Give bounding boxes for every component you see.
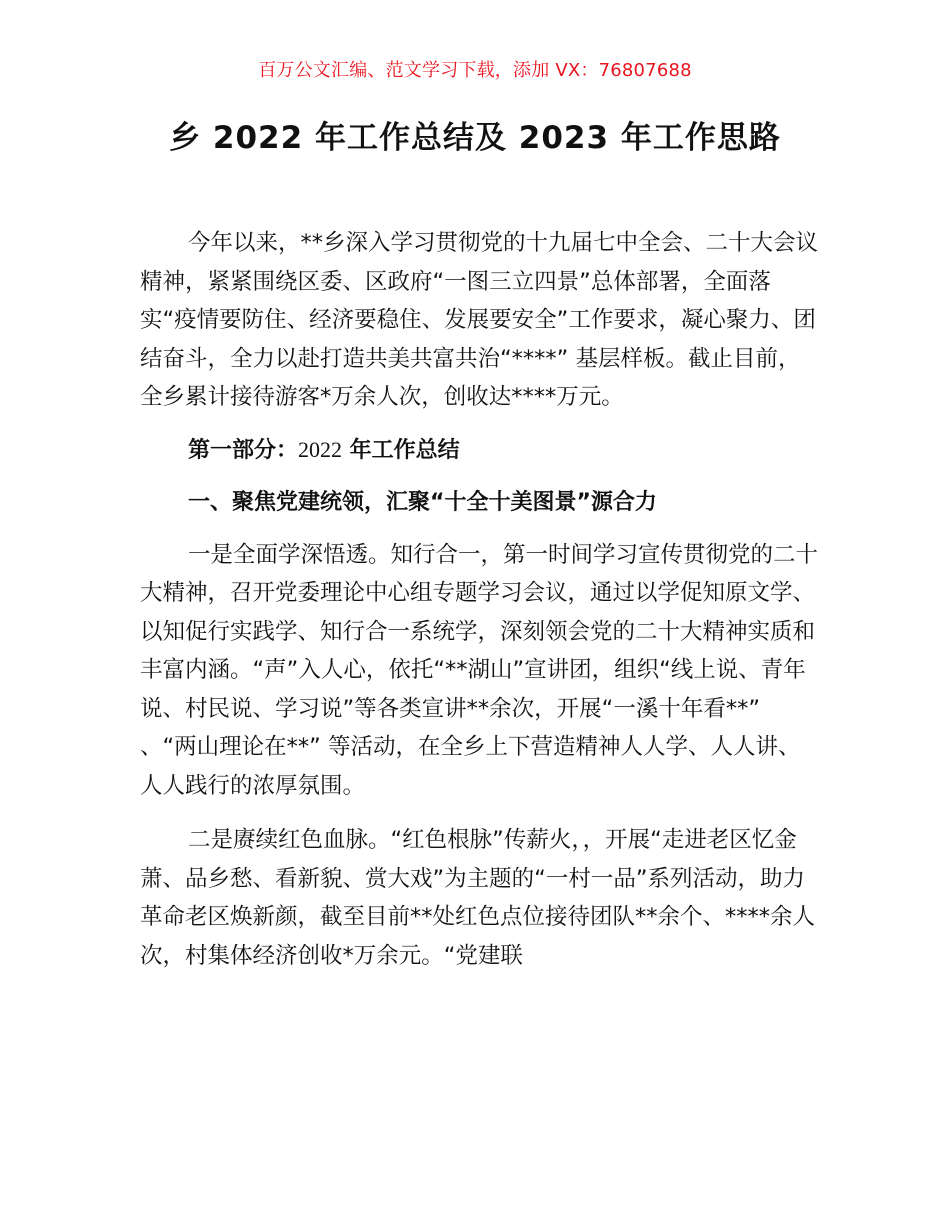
part-suffix: 年工作总结 <box>342 437 460 463</box>
document-title: 乡 2022 年工作总结及 2023 年工作思路 <box>169 120 781 156</box>
spacer <box>140 417 820 431</box>
promo-banner: 百万公文汇编、范文学习下载，添加 VX：76807688 <box>258 60 692 81</box>
part-year: 2022 <box>298 436 343 462</box>
part-heading <box>140 431 820 470</box>
spacer <box>140 470 820 484</box>
spacer <box>140 805 820 821</box>
section-heading: 一、聚焦党建统领，汇聚“十全十美图景”源合力 <box>188 489 657 515</box>
body-paragraph: 二是赓续红色血脉。“红色根脉”传薪火，，开展“走进老区忆金萧、品乡愁、看新貌、赏大戏”为主题的“一村一品”系列活动，助力革命老区焕新颜，截至目前**处红色点位接待团队**余个、****余人次，村集体经济创收*万余元。“党建联 <box>140 827 816 969</box>
part-prefix: 第一部分： <box>188 437 299 463</box>
body-paragraph: 一是全面学深悟透。知行合一，第一时间学习宣传贯彻党的二十大精神，召开党委理论中心组专题学习会议，通过以学促知原文学、以知促行实践学、知行合一系统学，深刻领会党的二十大精神实质和丰富内涵。“声”入人心，依托“**湖山”宣讲团，组织“线上说、青年说、村民说、学习说”等各类宣讲**余次，开展“一溪十年看**” 、“两山理论在**” 等活动，在全乡上下营造精神人人学、人人讲、人人践行的浓厚氛围。 <box>140 541 819 799</box>
document-body <box>140 224 820 975</box>
intro-paragraph: 今年以来，**乡深入学习贯彻党的十九届七中全会、二十大会议精神，紧紧围绕区委、区政府“一图三立四景”总体部署，全面落实“疫情要防住、经济要稳住、发展要安全”工作要求，凝心聚力、团结奋斗，全力以赴打造共美共富共治“****” 基层样板。截止目前，全乡累计接待游客*万余人次，创收达****万元。 <box>140 230 819 410</box>
spacer <box>140 522 820 536</box>
